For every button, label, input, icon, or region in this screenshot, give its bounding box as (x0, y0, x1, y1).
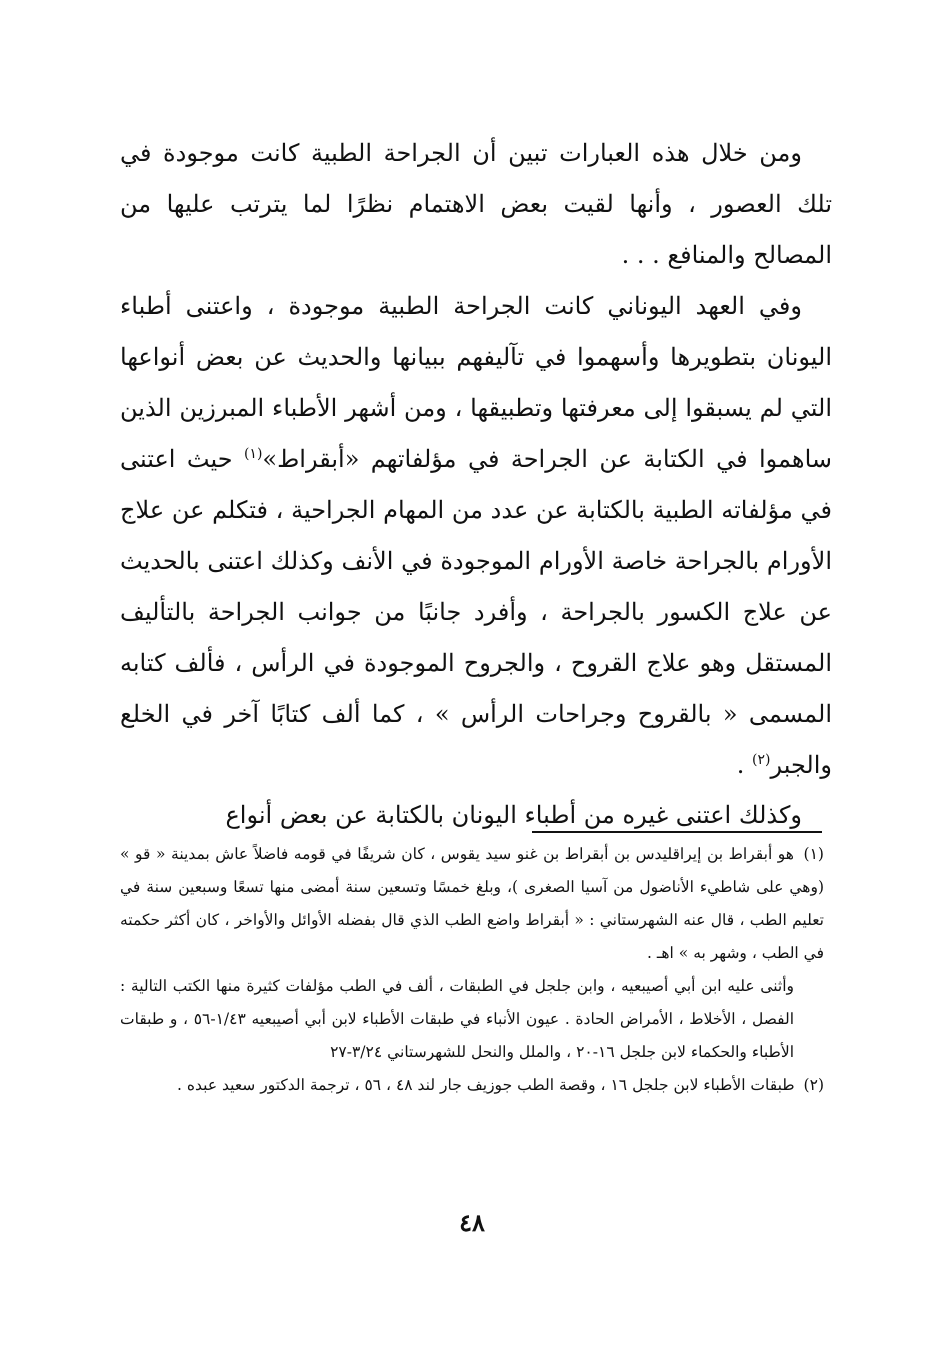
footnote-2 (120, 1069, 824, 1102)
paragraph-2-text-c: . (736, 751, 752, 779)
page-number: ٤٨ (459, 1208, 485, 1237)
footnote-1-number: (١) (803, 845, 824, 863)
paragraph-3-text: وكذلك اعتنى غيره من أطباء اليونان بالكتابة عن بعض أنواع (225, 801, 802, 829)
paragraph-1-text: ومن خلال هذه العبارات تبين أن الجراحة الطبية كانت موجودة في تلك العصور ، وأنها لقيت بعض الاهتمام نظرًا لما يترتب عليها من المصالح والمنافع . . . (120, 139, 832, 269)
paragraph-1 (120, 128, 832, 281)
footnote-2-text: طبقات الأطباء لابن جلجل ١٦ ، وقصة الطب جوزيف جار لند ٤٨ ، ٥٦ ، ترجمة الدكتور سعيد عبده . (177, 1076, 795, 1094)
footnote-1-continuation-text: وأثنى عليه ابن أبي أصيبعيه ، وابن جلجل في الطبقات ، ألف في الطب مؤلفات كثيرة منها الكتب التالية : الفصل ، الأخلاط ، الأمراض الحادة . عيون الأنباء في طبقات الأطباء لابن أبي أصيبعيه ١/٤٣-٥٦ ، و طبقات الأطباء والحكماء لابن جلجل ١٦-٢٠ ، والملل والنحل للشهرستاني ٣/٢٤-٢٧ (120, 977, 794, 1061)
footnote-ref-2: (٢) (751, 752, 771, 768)
footnote-1-continuation (120, 970, 824, 1069)
paragraph-2-text-a: وفي العهد اليوناني كانت الجراحة الطبية موجودة ، واعتنى أطباء اليونان بتطويرها وأسهموا في تآليفهم ببيانها والحديث عن بعض أنواعها التي لم يسبقوا إلى معرفتها وتطبيقها ، ومن أشهر الأطباء المبرزين الذين ساهموا في الكتابة عن الجراحة في مؤلفاتهم «أبقراط» (120, 292, 832, 473)
footnote-divider (532, 831, 822, 833)
footnote-1 (120, 838, 824, 970)
paragraph-2 (120, 281, 832, 791)
footnote-ref-1: (١) (243, 446, 263, 462)
main-text (120, 128, 832, 839)
footnotes (120, 838, 824, 1102)
footnote-1-text: هو أبقراط بن إيراقليدس بن أبقراط بن غنو سيد يقوس ، كان شريفًا في قومه فاضلاً عاش بمدينة « قو » (وهي على شاطيء الأناضول من آسيا الصغرى )، وبلغ خمسًا وتسعين سنة أمضى منها تسعًا وسبعين سنة في تعليم الطب ، قال عنه الشهرستاني : « أبقراط واضع الطب الذي قال بفضله الأوائل والأواخر ، كان أكثر حكمته في الطب ، وشهر به » اهـ . (120, 845, 824, 962)
footnote-2-number: (٢) (803, 1076, 824, 1094)
paragraph-2-text-b: حيث اعتنى في مؤلفاته الطبية بالكتابة عن عدد من المهام الجراحية ، فتكلم عن علاج الأورام بالجراحة خاصة الأورام الموجودة في الأنف وكذلك اعتنى بالحديث عن علاج الكسور بالجراحة ، وأفرد جانبًا من جوانب الجراحة بالتأليف المستقل وهو علاج القروح ، والجروح الموجودة في الرأس ، فألف كتابه المسمى « بالقروح وجراحات الرأس » ، كما ألف كتابًا آخر في الخلع والجبر (120, 445, 832, 779)
